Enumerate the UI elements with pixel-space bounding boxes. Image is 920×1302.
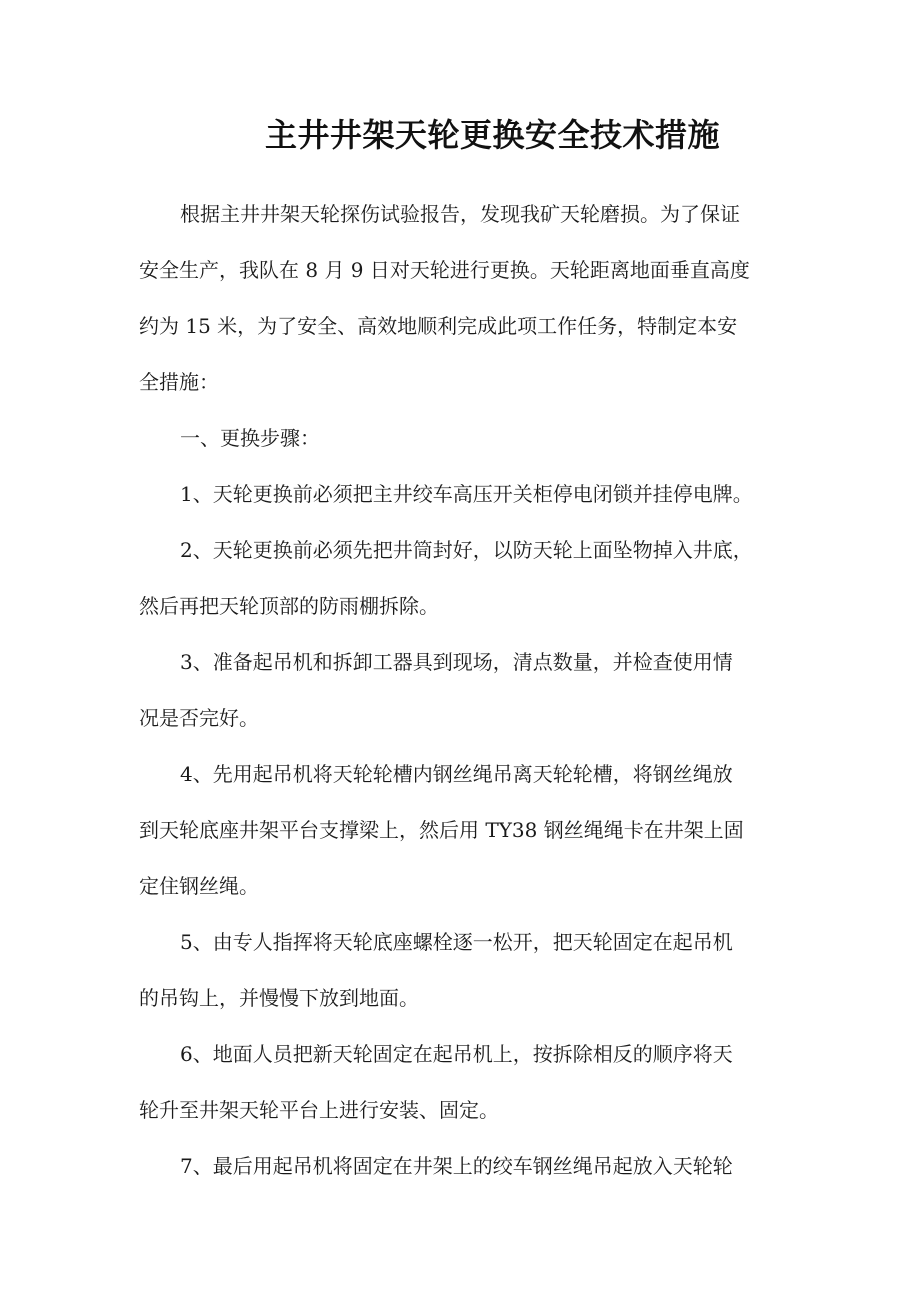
body-line: 约为 15 米，为了安全、高效地顺利完成此项工作任务，特制定本安 [139, 314, 738, 338]
body-line: 4、先用起吊机将天轮轮槽内钢丝绳吊离天轮轮槽，将钢丝绳放 [180, 762, 733, 786]
document-body [139, 186, 787, 1194]
body-line: 2、天轮更换前必须先把井筒封好，以防天轮上面坠物掉入井底， [180, 538, 753, 562]
body-line: 轮升至井架天轮平台上进行安装、固定。 [139, 1098, 499, 1122]
body-line: 3、准备起吊机和拆卸工器具到现场，清点数量，并检查使用情 [180, 650, 733, 674]
body-line: 5、由专人指挥将天轮底座螺栓逐一松开，把天轮固定在起吊机 [180, 930, 733, 954]
body-line: 7、最后用起吊机将固定在井架上的绞车钢丝绳吊起放入天轮轮 [180, 1154, 733, 1178]
body-line: 定住钢丝绳。 [139, 874, 259, 898]
body-line: 然后再把天轮顶部的防雨棚拆除。 [139, 594, 439, 618]
body-line: 1、天轮更换前必须把主井绞车高压开关柜停电闭锁并挂停电牌。 [180, 482, 753, 506]
body-line: 到天轮底座井架平台支撑梁上，然后用 TY38 钢丝绳绳卡在井架上固 [139, 818, 744, 842]
document-title: 主井井架天轮更换安全技术措施 [264, 116, 720, 154]
body-line: 根据主井井架天轮探伤试验报告，发现我矿天轮磨损。为了保证 [180, 202, 740, 226]
body-line: 安全生产，我队在 8 月 9 日对天轮进行更换。天轮距离地面垂直高度 [139, 258, 750, 282]
section-heading: 一、更换步骤： [180, 426, 320, 450]
body-line: 全措施： [139, 370, 219, 394]
body-line: 的吊钩上，并慢慢下放到地面。 [139, 986, 419, 1010]
body-line: 况是否完好。 [139, 706, 259, 730]
body-line: 6、地面人员把新天轮固定在起吊机上，按拆除相反的顺序将天 [180, 1042, 733, 1066]
